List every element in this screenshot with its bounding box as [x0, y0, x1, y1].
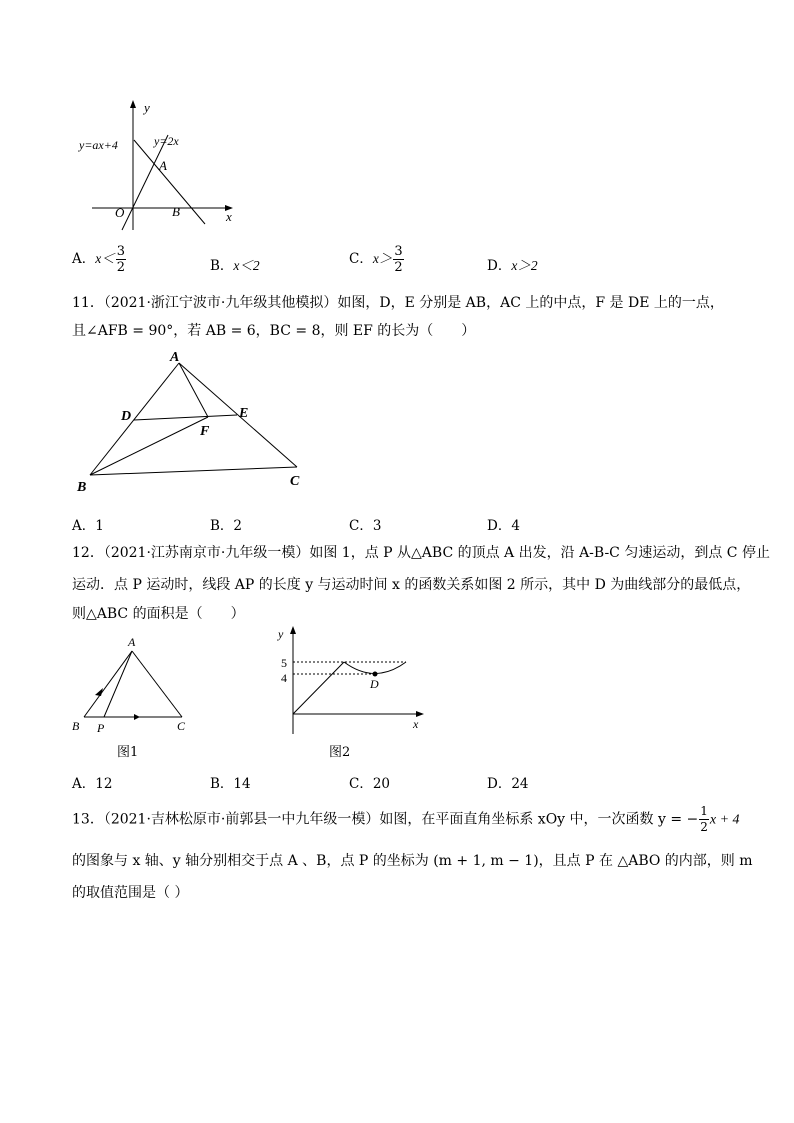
option-text: x＜	[95, 251, 115, 266]
q12-option-c[interactable]: C．20	[349, 776, 391, 792]
q10-option-b[interactable]	[210, 254, 260, 274]
q13-line1-pre: 13．（2021·吉林松原市·前郭县一中九年级一模）如图，在平面直角坐标系 xOy 中，一次函数 y = −	[72, 811, 699, 828]
q11-text-line2: 且∠AFB = 90°，若 AB = 6，BC = 8，则 EF 的长为（ ）	[72, 323, 476, 339]
point-d-label: D	[370, 677, 379, 691]
y-axis-label: y	[144, 100, 150, 115]
vertex-c-label: C	[290, 474, 300, 489]
option-letter: A．	[72, 251, 96, 267]
point-e-label: E	[239, 406, 249, 421]
q12-option-a[interactable]: A．12	[72, 776, 113, 792]
option-text: x＞	[372, 251, 393, 266]
q12-option-b[interactable]: B．14	[210, 776, 251, 792]
line2-label: y=2x	[154, 134, 179, 148]
origin-label: O	[115, 205, 125, 220]
fraction: $\frac{3}{2}$	[394, 244, 403, 275]
q11-figure	[72, 345, 317, 495]
option-letter: C．	[349, 251, 373, 267]
q11-option-d[interactable]: D．4	[487, 518, 520, 534]
x-axis-label: x	[413, 717, 419, 731]
q11-option-b[interactable]: B．2	[210, 518, 243, 534]
line1-label: y=ax+4	[79, 138, 118, 152]
vertex-a-label: A	[170, 350, 180, 365]
q10-option-a[interactable]	[72, 244, 127, 275]
x-axis-label: x	[226, 209, 232, 224]
figure2-caption: 图2	[329, 745, 351, 760]
y-axis-label: y	[278, 627, 284, 641]
vertex-c-label: C	[177, 719, 186, 733]
fraction: $\frac{1}{2}$	[700, 804, 708, 834]
option-text: x＞2	[511, 258, 538, 273]
q13-text-line2: 的图象与 x 轴、y 轴分别相交于点 A 、B，点 P 的坐标为 (m + 1, m − 1)，且点 P 在 △ABO 的内部，则 m	[72, 853, 753, 869]
q12-text-line1: 12．（2021·江苏南京市·九年级一模）如图 1，点 P 从△ABC 的顶点 A 出发，沿 A-B-C 匀速运动，到点 C 停止	[72, 545, 770, 561]
q11-option-a[interactable]: A．1	[72, 518, 104, 534]
vertex-a-label: A	[128, 635, 136, 649]
fraction: $\frac{3}{2}$	[116, 244, 126, 275]
q12-text-line2: 运动．点 P 运动时，线段 AP 的长度 y 与运动时间 x 的函数关系如图 2 所示，其中 D 为曲线部分的最低点，	[72, 577, 751, 593]
option-text: x＜2	[233, 258, 260, 273]
q13-line1-post: x + 4	[709, 812, 740, 828]
point-a-label: A	[159, 158, 167, 173]
q12-text-line3: 则△ABC 的面积是（ ）	[72, 606, 245, 622]
point-p-label: P	[97, 721, 105, 733]
option-letter: B．	[210, 258, 234, 274]
tick-5-label: 5	[281, 656, 287, 670]
q10-option-d[interactable]	[487, 254, 538, 274]
q10-option-c[interactable]	[349, 244, 405, 275]
q13-text-line3: 的取值范围是（ ）	[72, 885, 189, 901]
q11-text-line1: 11．（2021·浙江宁波市·九年级其他模拟）如图，D，E 分别是 AB，AC 上的中点，F 是 DE 上的一点，	[72, 295, 724, 311]
figure1-caption: 图1	[117, 745, 139, 760]
point-f-label: F	[200, 424, 210, 439]
point-b-label: B	[172, 204, 180, 219]
q12-figure1	[70, 633, 195, 733]
tick-4-label: 4	[281, 671, 287, 685]
q12-figure2	[268, 622, 428, 737]
vertex-b-label: B	[77, 480, 87, 495]
vertex-b-label: B	[72, 719, 80, 733]
q12-option-d[interactable]: D．24	[487, 776, 529, 792]
q10-figure	[70, 98, 250, 233]
option-letter: D．	[487, 258, 512, 274]
q13-text-line1	[72, 804, 740, 835]
point-d-label: D	[121, 409, 132, 424]
q11-option-c[interactable]: C．3	[349, 518, 382, 534]
